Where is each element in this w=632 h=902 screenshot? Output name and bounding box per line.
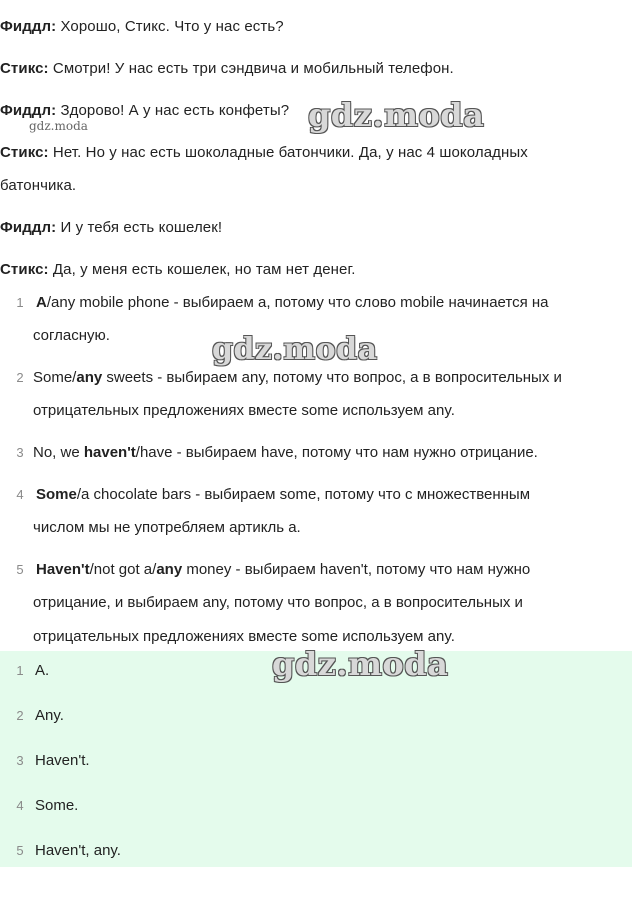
dialogue-text: Нет. Но у нас есть шоколадные батончики. Да, у нас 4 шоколадных [48,144,528,161]
answer-text: Haven't, any. [35,842,121,859]
dialogue-text: Хорошо, Стикс. Что у нас есть? [56,18,284,35]
list-number: 3 [16,445,24,460]
list-item: Some/a chocolate bars - выбираем some, потому что с множественным [36,486,531,503]
answer-number: 3 [16,753,24,768]
list-number: 5 [16,562,24,577]
answer-text: Some. [35,797,79,814]
speaker: Фиддл: [0,18,57,35]
list-item: A/any mobile phone - выбираем a, потому что слово mobile начинается на [36,294,549,311]
dialogue-text: Здорово! А у нас есть конфеты? [56,102,290,119]
answer-number: 1 [16,663,24,678]
dialogue-line [0,259,356,281]
dialogue-text: батончика. [0,177,77,194]
answer-text: A. [35,662,50,679]
dialogue-line-cont [0,175,76,197]
answer-text: Any. [35,707,64,724]
watermark: gdz.moda [308,96,485,134]
list-number: 2 [16,370,24,385]
answer-number: 5 [16,843,24,858]
watermark: gdz.moda [272,645,449,683]
list-item-cont: отрицание, и выбираем any, потому что вопрос, а в вопросительных и [33,594,523,611]
dialogue-text: Да, у меня есть кошелек, но там нет денег. [48,261,356,278]
watermark: gdz.moda [212,332,378,367]
list-item-cont: числом мы не употребляем артикль a. [33,519,301,536]
speaker: Фиддл: [0,102,57,119]
speaker: Фиддл: [0,219,57,236]
list-item: Some/any sweets - выбираем any, потому что вопрос, а в вопросительных и [33,369,562,386]
speaker: Стикс: [0,144,49,161]
list-item: Haven't/not got a/any money - выбираем haven't, потому что нам нужно [36,561,531,578]
dialogue-line [0,16,284,38]
list-item-cont: согласную. [33,327,110,344]
dialogue-line [0,217,222,239]
answer-text: Haven't. [35,752,90,769]
dialogue-text: Смотри! У нас есть три сэндвича и мобильный телефон. [48,60,454,77]
speaker: Стикс: [0,60,49,77]
list-item-cont: отрицательных предложениях вместе some используем any. [33,402,455,419]
answers-block [0,651,632,867]
answer-number: 4 [16,798,24,813]
dialogue-line [0,58,454,80]
dialogue-text: И у тебя есть кошелек! [56,219,223,236]
answer-number: 2 [16,708,24,723]
list-item: No, we haven't/have - выбираем have, потому что нам нужно отрицание. [33,444,538,461]
list-number: 4 [16,487,24,502]
list-number: 1 [16,295,24,310]
speaker: Стикс: [0,261,49,278]
list-item-cont: отрицательных предложениях вместе some используем any. [33,628,455,645]
watermark-small: gdz.moda [29,119,88,133]
dialogue-line [0,142,528,164]
